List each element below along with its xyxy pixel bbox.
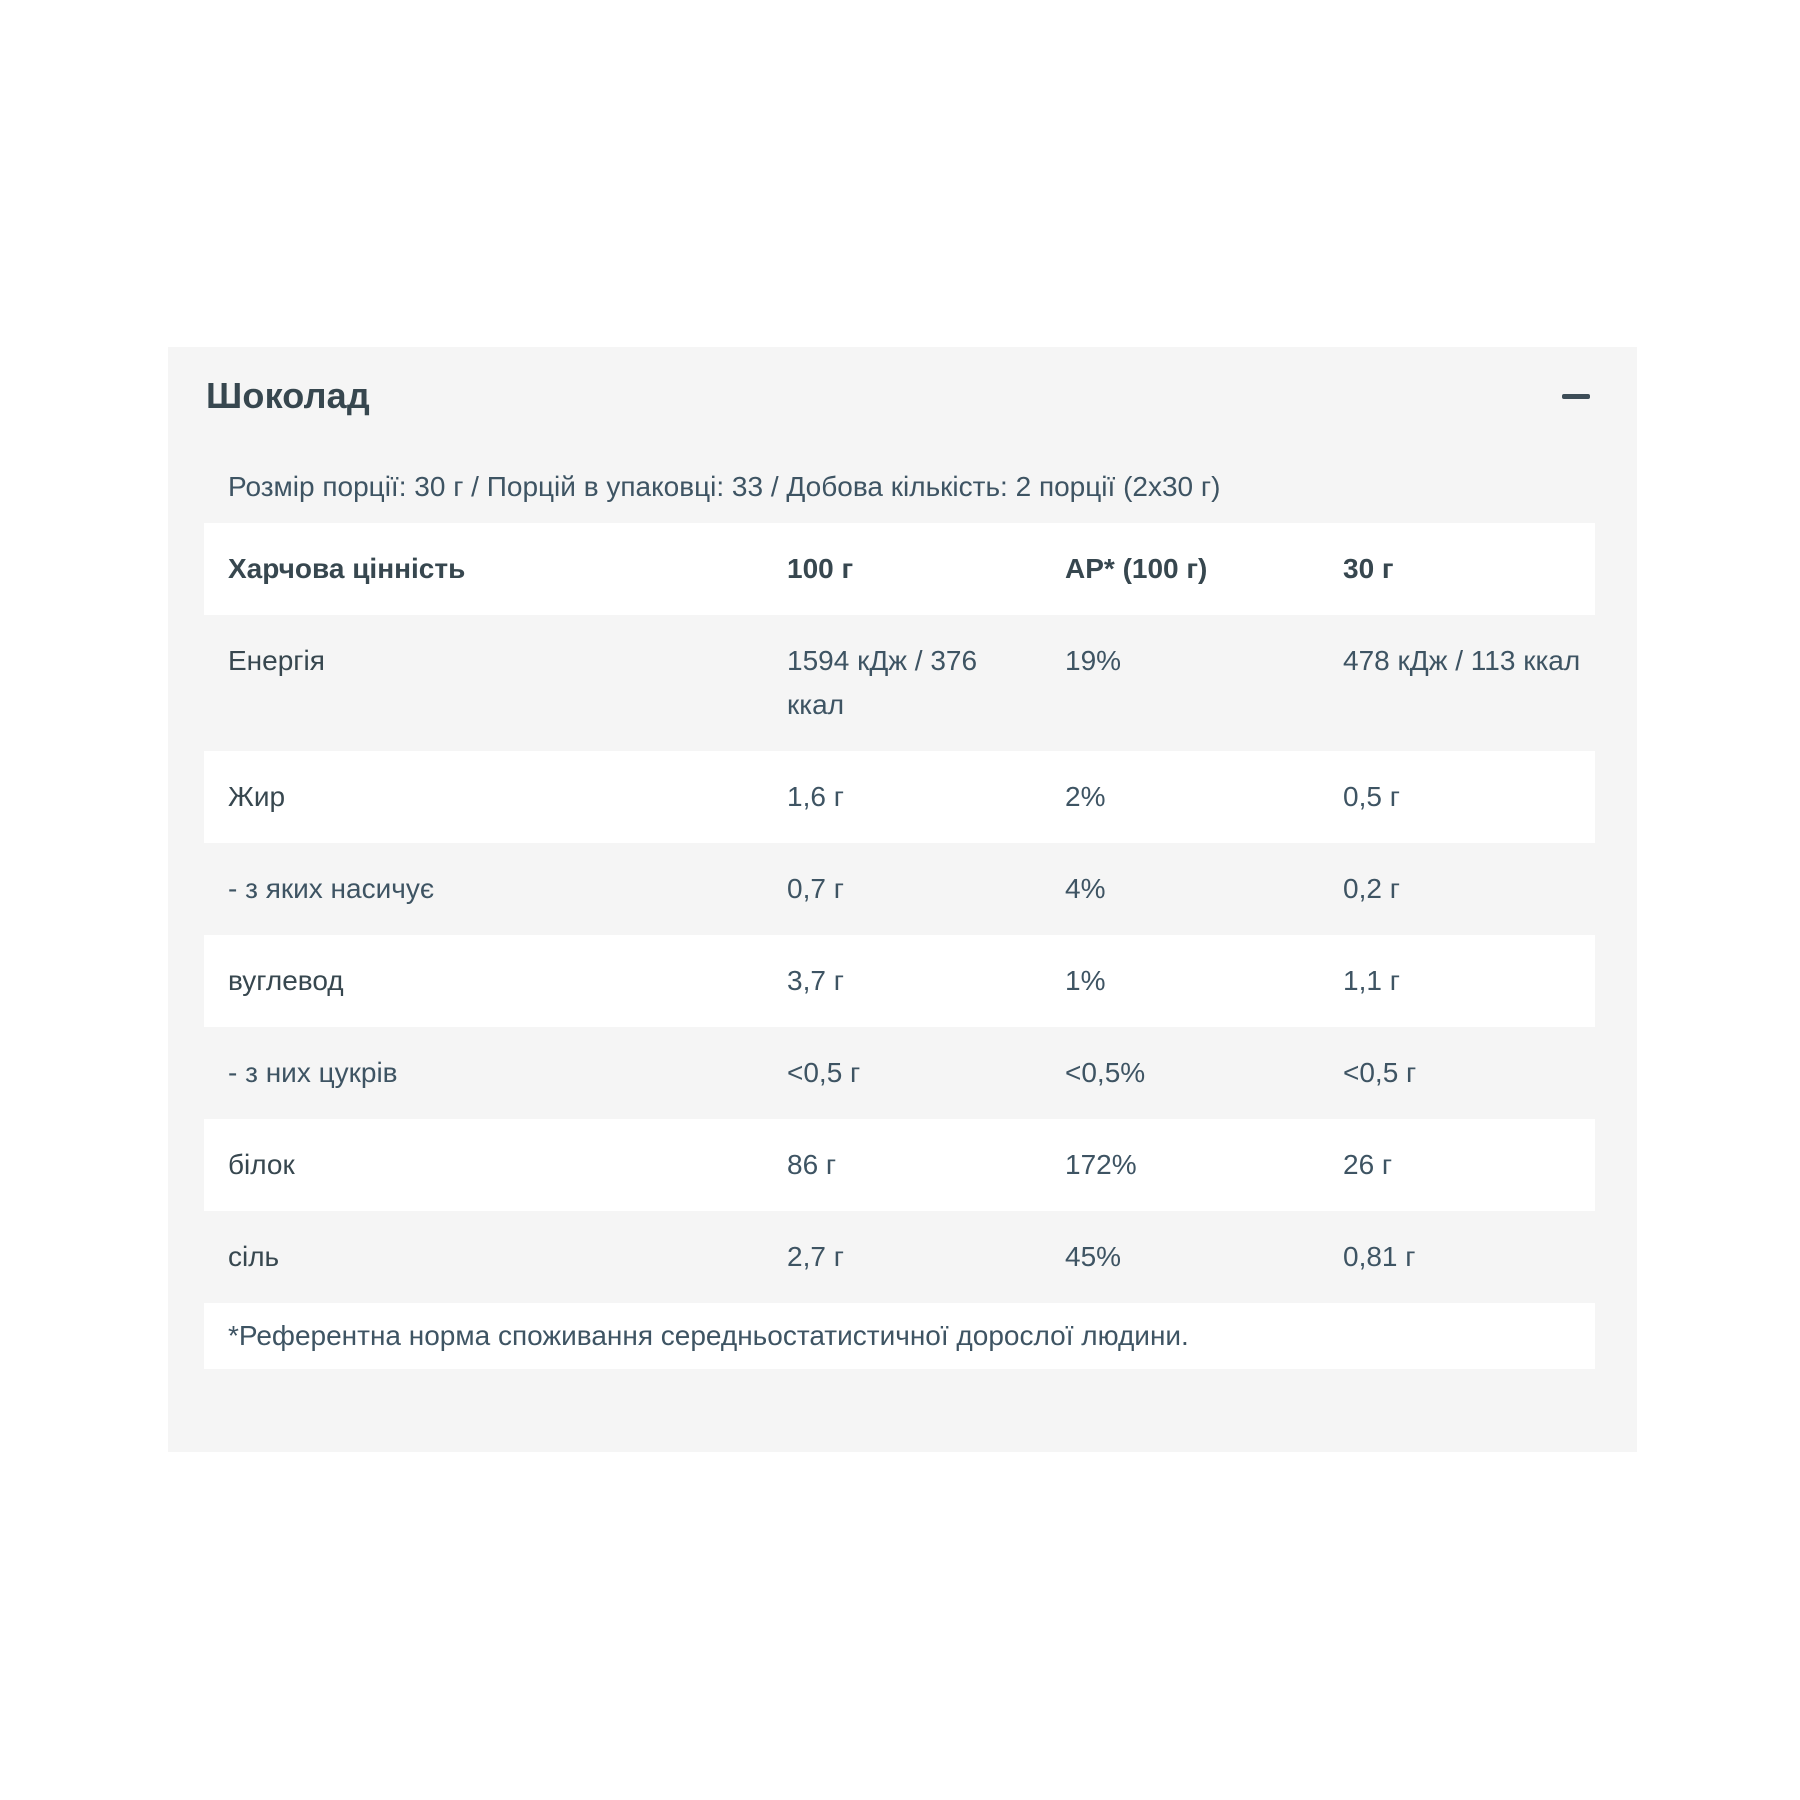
cell-protein-100g: 86 г bbox=[787, 1149, 837, 1180]
row-label-carbohydrate: вуглевод bbox=[228, 965, 344, 996]
cell-protein-30g: 26 г bbox=[1343, 1149, 1393, 1180]
row-label-saturates: - з яких насичує bbox=[228, 873, 435, 904]
table-header-row bbox=[204, 523, 1595, 615]
nutrition-accordion-panel bbox=[168, 347, 1637, 1452]
table-row bbox=[204, 1119, 1595, 1211]
nutrition-table bbox=[204, 523, 1595, 1369]
cell-salt-ar: 45% bbox=[1065, 1241, 1122, 1272]
accordion-title: Шоколад bbox=[206, 375, 370, 416]
cell-salt-100g: 2,7 г bbox=[787, 1241, 844, 1272]
column-header-per-30g: 30 г bbox=[1343, 553, 1394, 584]
table-row bbox=[204, 935, 1595, 1027]
cell-sugars-100g: <0,5 г bbox=[787, 1057, 861, 1088]
cell-protein-ar: 172% bbox=[1065, 1149, 1137, 1180]
accordion-header[interactable] bbox=[168, 347, 1637, 419]
cell-carbohydrate-30g: 1,1 г bbox=[1343, 965, 1400, 996]
cell-sugars-30g: <0,5 г bbox=[1343, 1057, 1417, 1088]
column-header-nutrition-value: Харчова цінність bbox=[228, 553, 466, 584]
cell-carbohydrate-ar: 1% bbox=[1065, 965, 1106, 996]
table-row bbox=[204, 1027, 1595, 1119]
cell-fat-30g: 0,5 г bbox=[1343, 781, 1400, 812]
row-label-protein: білок bbox=[228, 1149, 295, 1180]
cell-energy-30g: 478 кДж / 113 ккал bbox=[1343, 645, 1581, 676]
table-row bbox=[204, 843, 1595, 935]
row-label-energy: Енергія bbox=[228, 645, 325, 676]
minus-icon[interactable] bbox=[1562, 394, 1590, 399]
table-footnote-row bbox=[204, 1303, 1595, 1369]
cell-energy-100g: 1594 кДж / 376 ккал bbox=[787, 645, 978, 720]
row-label-salt: сіль bbox=[228, 1241, 280, 1272]
serving-info: Розмір порції: 30 г / Порцій в упаковці: 33 / Добова кількість: 2 порції (2x30 г) bbox=[228, 471, 1221, 502]
cell-saturates-ar: 4% bbox=[1065, 873, 1106, 904]
table-row bbox=[204, 751, 1595, 843]
column-header-per-100g: 100 г bbox=[787, 553, 854, 584]
cell-carbohydrate-100g: 3,7 г bbox=[787, 965, 844, 996]
reference-intake-footnote: *Референтна норма споживання середньостатистичної дорослої людини. bbox=[228, 1320, 1189, 1351]
cell-saturates-30g: 0,2 г bbox=[1343, 873, 1400, 904]
row-label-sugars: - з них цукрів bbox=[228, 1057, 398, 1088]
cell-fat-ar: 2% bbox=[1065, 781, 1106, 812]
table-row bbox=[204, 1211, 1595, 1303]
cell-energy-ar: 19% bbox=[1065, 645, 1122, 676]
cell-sugars-ar: <0,5% bbox=[1065, 1057, 1146, 1088]
cell-salt-30g: 0,81 г bbox=[1343, 1241, 1416, 1272]
row-label-fat: Жир bbox=[228, 781, 286, 812]
table-row bbox=[204, 615, 1595, 751]
cell-fat-100g: 1,6 г bbox=[787, 781, 844, 812]
cell-saturates-100g: 0,7 г bbox=[787, 873, 844, 904]
column-header-ar-100g: АР* (100 г) bbox=[1065, 553, 1208, 584]
